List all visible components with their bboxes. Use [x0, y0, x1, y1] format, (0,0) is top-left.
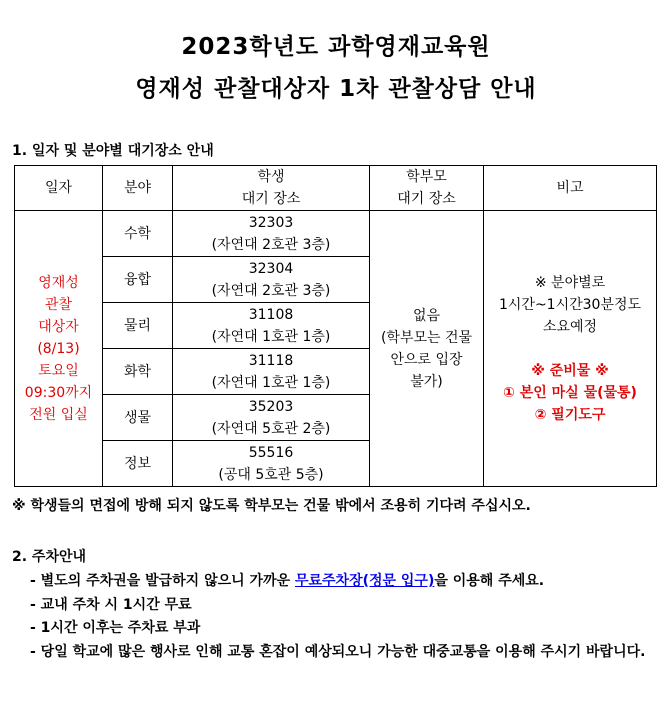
- student-location-cell: 55516 (공대 5호관 5층): [173, 441, 370, 487]
- section-2-heading: 2. 주차안내: [12, 549, 87, 565]
- remark-cell: [484, 211, 657, 487]
- list-item: - 교내 주차 시 1시간 무료: [30, 596, 192, 613]
- waiting-place-table: [14, 165, 657, 487]
- date-cell: 영재성 관찰 대상자 (8/13) 토요일 09:30까지 전원 입실: [15, 211, 103, 487]
- list-item: - 별도의 주차권을 발급하지 않으니 가까운 무료주차장(정문 입구)을 이용해 주세요.: [30, 573, 545, 589]
- prep-item: ① 본인 마실 물(물통): [503, 384, 637, 401]
- parent-notice: ※ 학생들의 면접에 방해 되지 않도록 학부모는 건물 밖에서 조용히 기다려 주십시오.: [12, 498, 531, 514]
- title-line-2: 영재성 관찰대상자 1차 관찰상담 안내: [135, 76, 537, 102]
- header-student-wait: 학생 대기 장소: [173, 166, 370, 211]
- free-parking-link[interactable]: 무료주차장(정문 입구): [294, 573, 435, 589]
- student-location-cell: 31118 (자연대 1호관 1층): [173, 349, 370, 395]
- field-cell: 융합: [103, 257, 173, 303]
- student-location-cell: 35203 (자연대 5호관 2층): [173, 395, 370, 441]
- prep-title: ※ 준비물 ※: [531, 362, 609, 379]
- header-date: 일자: [15, 166, 103, 211]
- field-cell: 수학: [103, 211, 173, 257]
- header-remark: 비고: [484, 166, 657, 211]
- field-cell: 정보: [103, 441, 173, 487]
- parking-list: [12, 570, 657, 664]
- table-header-row: [15, 166, 657, 211]
- header-field: 분야: [103, 166, 173, 211]
- field-cell: 물리: [103, 303, 173, 349]
- list-item: - 당일 학교에 많은 행사로 인해 교통 혼잡이 예상되오니 가능한 대중교통을 이용해 주시기 바랍니다.: [30, 643, 646, 660]
- list-item: - 1시간 이후는 주차료 부과: [30, 620, 201, 636]
- header-parent-wait: 학부모 대기 장소: [370, 166, 484, 211]
- table-row: [15, 211, 657, 257]
- remark-duration: ※ 분야별로 1시간~1시간30분정도 소요예정: [498, 274, 642, 335]
- title-line-1: 2023학년도 과학영재교육원: [181, 34, 491, 60]
- section-1-heading: 1. 일자 및 분야별 대기장소 안내: [12, 143, 214, 159]
- field-cell: 화학: [103, 349, 173, 395]
- student-location-cell: 32303 (자연대 2호관 3층): [173, 211, 370, 257]
- student-location-cell: 31108 (자연대 1호관 1층): [173, 303, 370, 349]
- student-location-cell: 32304 (자연대 2호관 3층): [173, 257, 370, 303]
- parent-wait-cell: 없음 (학부모는 건물 안으로 입장 불가): [370, 211, 484, 487]
- field-cell: 생물: [103, 395, 173, 441]
- prep-item: ② 필기도구: [534, 406, 606, 423]
